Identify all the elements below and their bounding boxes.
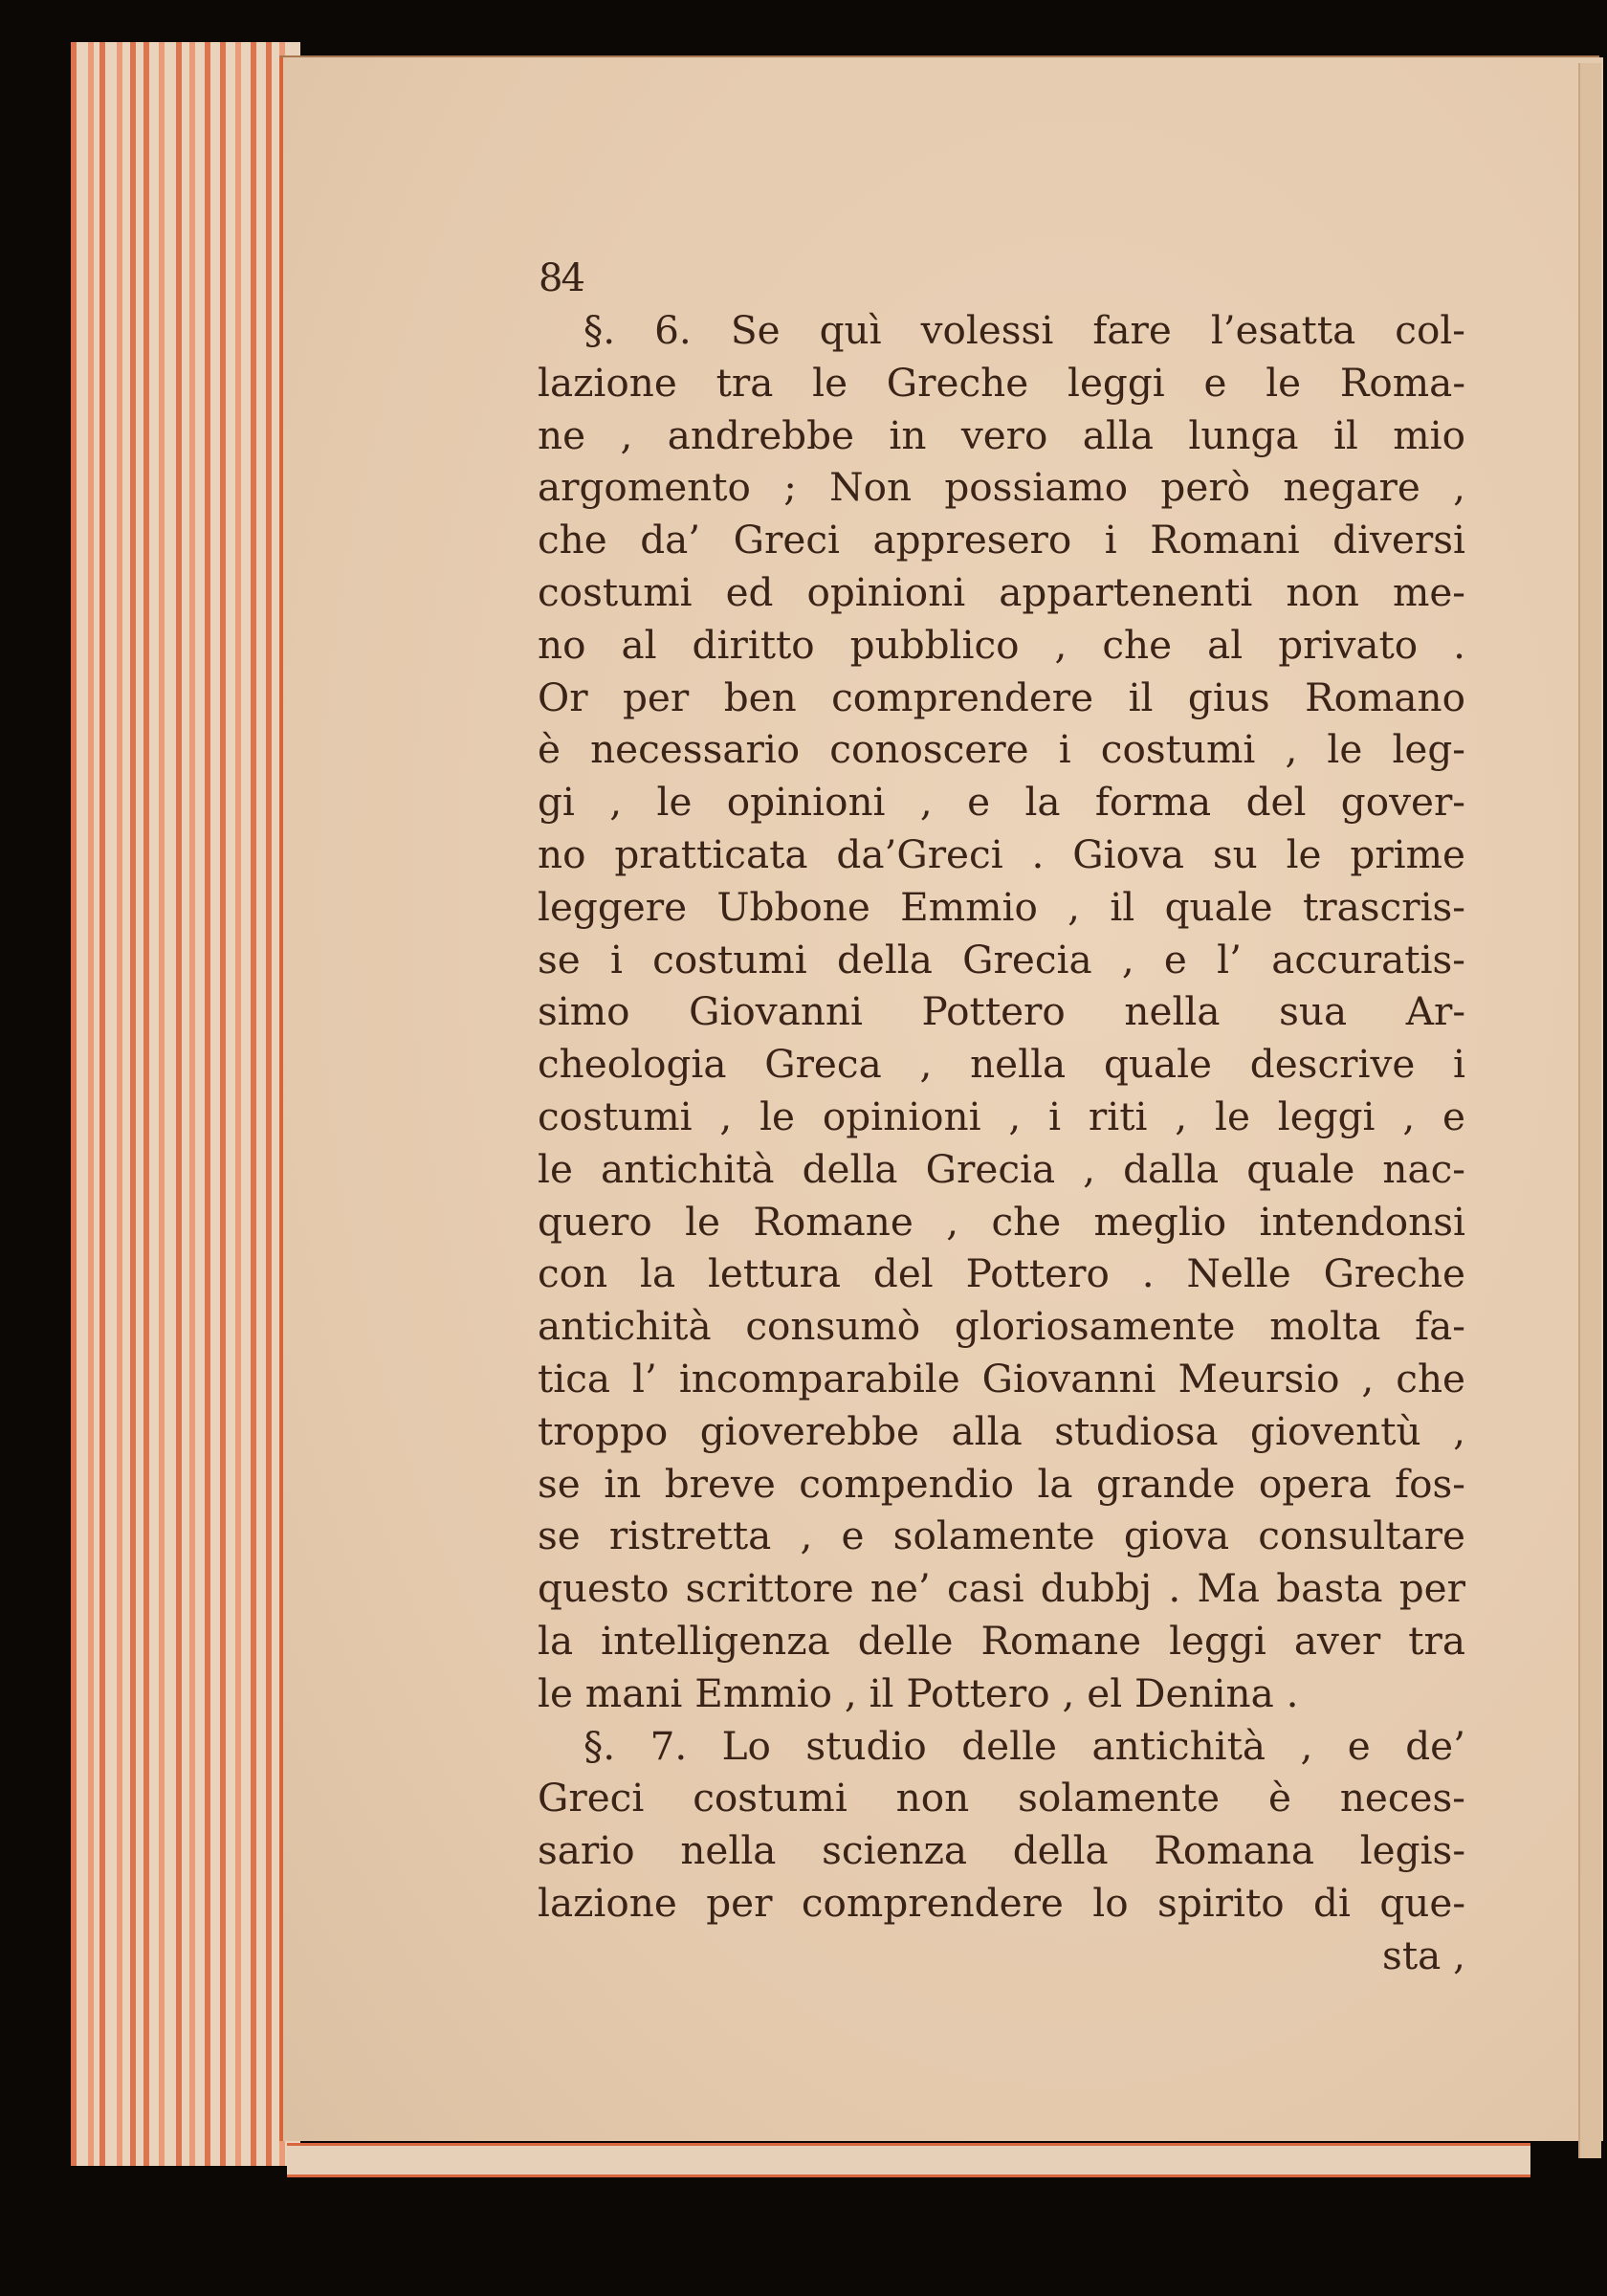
catchword: sta , [1382, 1932, 1465, 1978]
text-line: no pratticata da’Greci . Giova su le prime [538, 830, 1465, 877]
text-line: le mani Emmio , il Pottero , el Denina . [538, 1669, 1299, 1716]
text-line: Greci costumi non solamente è neces- [538, 1775, 1465, 1821]
text-line: costumi ed opinioni appartenenti non me- [538, 568, 1465, 615]
text-line: che da’ Greci appresero i Romani diversi [538, 517, 1465, 563]
text-line: simo Giovanni Pottero nella sua Ar- [538, 988, 1465, 1035]
text-line: se i costumi della Grecia , e l’ accuratis- [538, 936, 1465, 982]
text-line: è necessario conoscere i costumi , le leg- [538, 726, 1465, 773]
text-line: §. 6. Se quì volessi fare l’esatta col- [583, 307, 1465, 353]
text-line: §. 7. Lo studio delle antichità , e de’ [583, 1722, 1465, 1769]
text-line: ne , andrebbe in vero alla lunga il mio [538, 411, 1465, 458]
page-bottom-edge [287, 2143, 1530, 2177]
text-line: quero le Romane , che meglio intendonsi [538, 1198, 1465, 1245]
body-text [538, 304, 1465, 1982]
text-line: gi , le opinioni , e la forma del gover- [538, 779, 1465, 826]
text-line: troppo gioverebbe alla studiosa gioventù , [538, 1407, 1465, 1454]
page-number: 84 [539, 256, 583, 300]
text-line: antichità consumò gloriosamente molta fa- [538, 1303, 1465, 1350]
text-line: con la lettura del Pottero . Nelle Greche [538, 1250, 1465, 1297]
text-line: se in breve compendio la grande opera fos- [538, 1460, 1465, 1507]
text-line: costumi , le opinioni , i riti , le leggi , e [538, 1093, 1465, 1139]
text-line: no al diritto pubblico , che al privato . [538, 621, 1465, 668]
text-line: lazione per comprendere lo spirito di que- [538, 1879, 1465, 1926]
text-line: se ristretta , e solamente giova consultare [538, 1512, 1465, 1559]
text-line: lazione tra le Greche leggi e le Roma- [538, 359, 1465, 406]
text-line: la intelligenza delle Romane leggi aver tra [538, 1617, 1465, 1664]
text-line: argomento ; Non possiamo però negare , [538, 464, 1465, 511]
page-edges-stack [71, 42, 300, 2166]
text-line: sario nella scienza della Romana legis- [538, 1827, 1465, 1874]
page-gutter [1578, 63, 1601, 2158]
text-line: tica l’ incomparabile Giovanni Meursio , che [538, 1355, 1465, 1402]
text-line: questo scrittore ne’ casi dubbj . Ma basta per [538, 1565, 1465, 1612]
text-line: le antichità della Grecia , dalla quale nac- [538, 1145, 1465, 1192]
text-line: leggere Ubbone Emmio , il quale trascris- [538, 883, 1465, 930]
text-line: Or per ben comprendere il gius Romano [538, 673, 1465, 720]
text-line: cheologia Greca , nella quale descrive i [538, 1041, 1465, 1088]
